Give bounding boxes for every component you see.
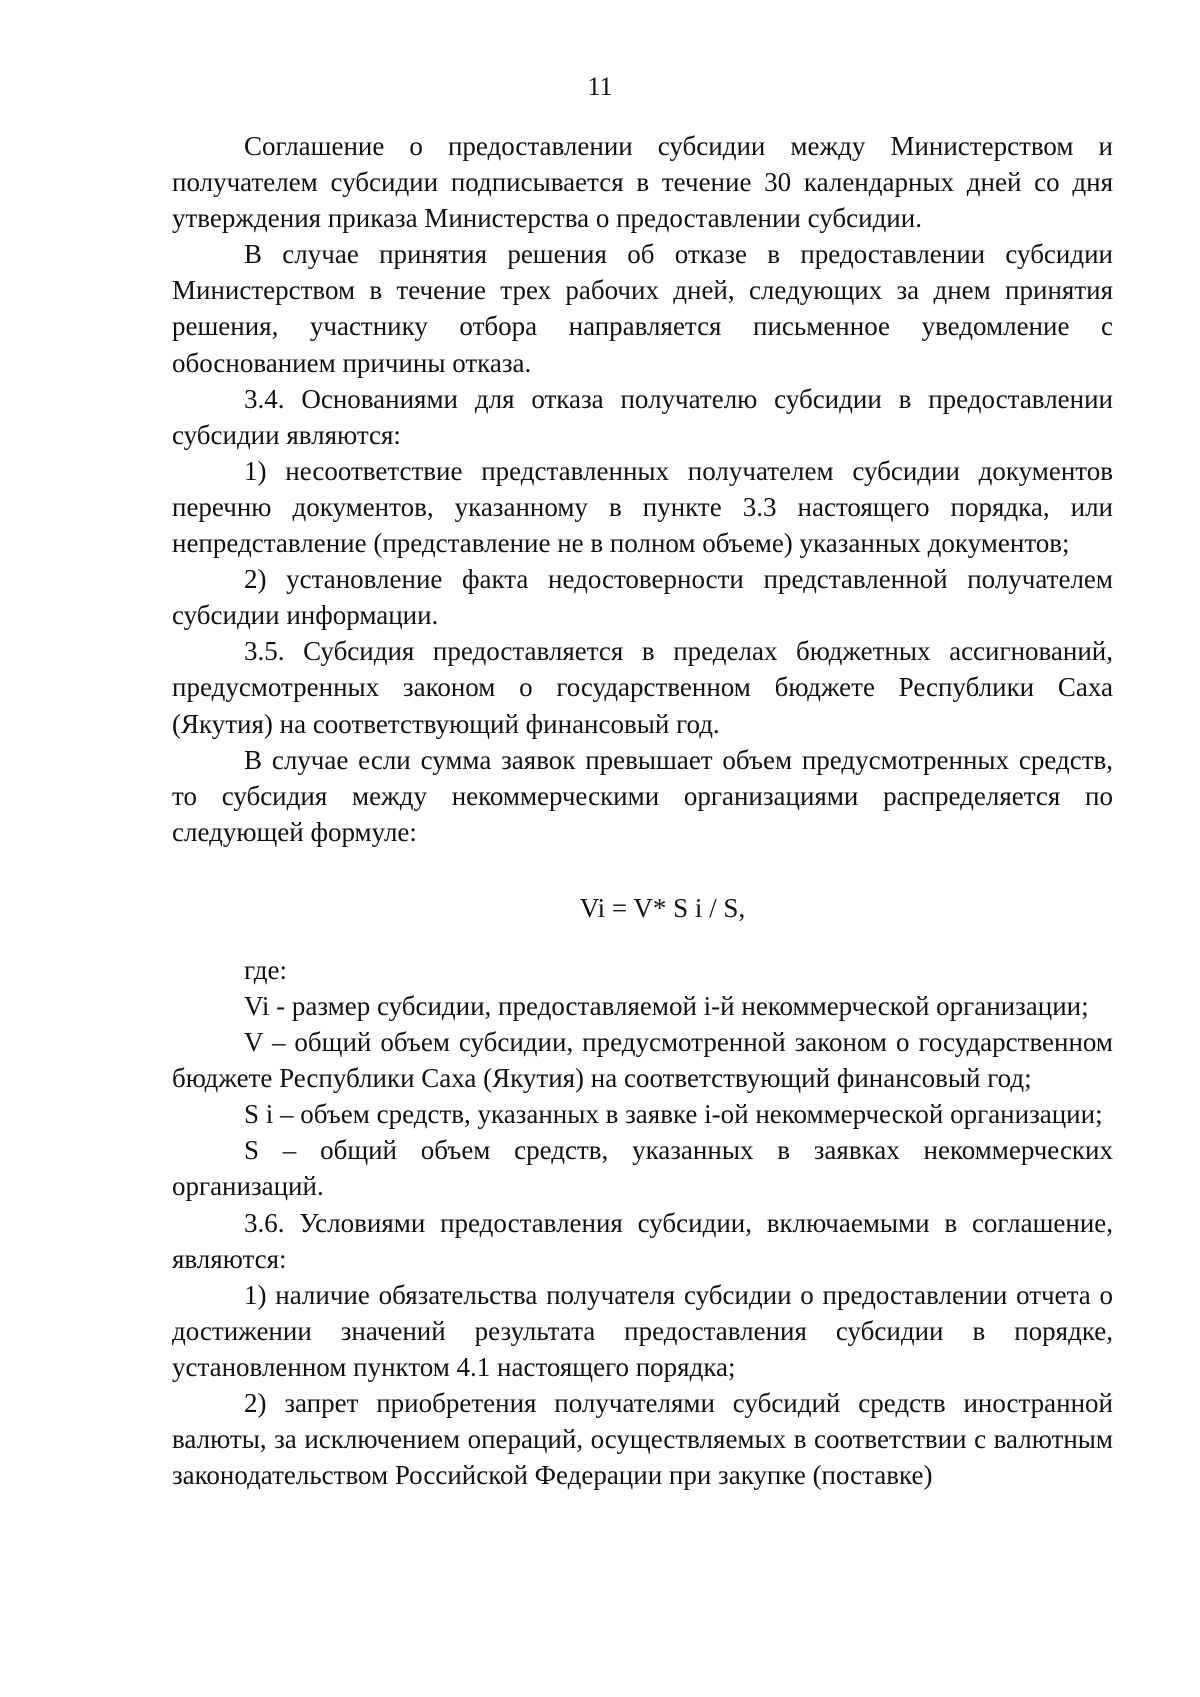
paragraph-distribution-intro: В случае если сумма заявок превышает объем предусмотренных средств, то субсидия между некоммерческими организациями распределяется по следующей формуле: bbox=[172, 744, 1113, 847]
paragraph-condition-1: 1) наличие обязательства получателя субсидии о предоставлении отчета о достижении значений результата предоставления субсидии в порядке, установленном пунктом 4.1 настоящего порядка; bbox=[172, 1279, 1113, 1382]
paragraph-refusal-reason-2: 2) установление факта недостоверности представленной получателем субсидии информации. bbox=[172, 564, 1113, 631]
definition-v: V – общий объем субсидии, предусмотренной законом о государственном бюджете Республики Саха (Якутия) на соответствующий финансовый год; bbox=[172, 1027, 1113, 1094]
page-number: 11 bbox=[587, 72, 613, 101]
definition-s: S – общий объем средств, указанных в заявках некоммерческих организаций. bbox=[172, 1135, 1113, 1202]
paragraph-refusal-notice: В случае принятия решения об отказе в предоставлении субсидии Министерством в течение трех рабочих дней, следующих за днем принятия решения, участнику отбора направляется письменное уведомление с обоснованием причины отказа. bbox=[172, 239, 1113, 378]
paragraph-section-3-6: 3.6. Условиями предоставления субсидии, включаемыми в соглашение, являются: bbox=[172, 1207, 1113, 1274]
paragraph-where: где: bbox=[244, 954, 287, 985]
paragraph-section-3-5: 3.5. Субсидия предоставляется в пределах бюджетных ассигнований, предусмотренных законом о государственном бюджете Республики Саха (Якутия) на соответствующий финансовый год. bbox=[172, 636, 1113, 739]
paragraph-refusal-reason-1: 1) несоответствие представленных получателем субсидии документов перечню документов, указанному в пункте 3.3 настоящего порядка, или непредставление (представление не в полном объеме) указанных документов; bbox=[172, 455, 1113, 559]
paragraph-agreement-signing: Соглашение о предоставлении субсидии между Министерством и получателем субсидии подписывается в течение 30 календарных дней со дня утверждения приказа Министерства о предоставлении субсидии. bbox=[172, 131, 1113, 234]
definition-vi: Vi - размер субсидии, предоставляемой i-й некоммерческой организации; bbox=[244, 990, 1089, 1021]
formula: Vi = V* S i / S, bbox=[579, 892, 746, 923]
paragraph-section-3-4: 3.4. Основаниями для отказа получателю субсидии в предоставлении субсидии являются: bbox=[172, 383, 1113, 450]
paragraph-condition-2: 2) запрет приобретения получателями субсидий средств иностранной валюты, за исключением операций, осуществляемых в соответствии с валютным законодательством Российской Федерации при закупке (поставке) bbox=[172, 1388, 1113, 1491]
definition-si: S i – объем средств, указанных в заявке i-ой некоммерческой организации; bbox=[244, 1099, 1103, 1130]
document-body bbox=[172, 128, 1113, 1493]
